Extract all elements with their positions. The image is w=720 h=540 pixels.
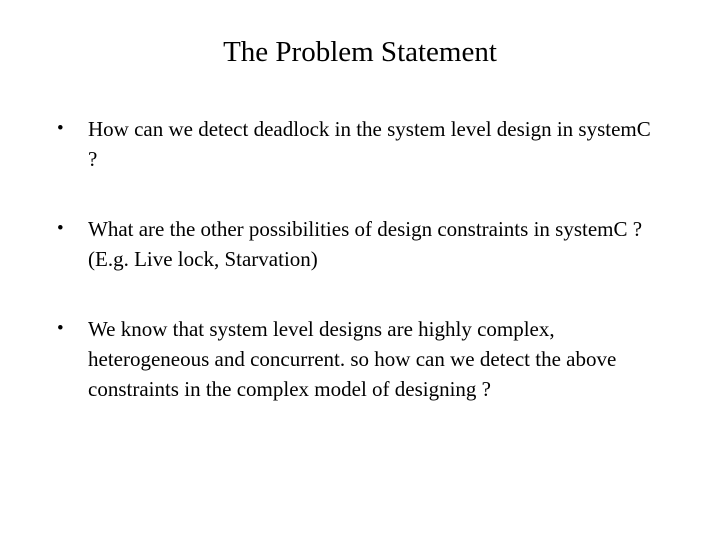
bullet-item-constraints [57, 214, 657, 274]
bullet-text: What are the other possibilities of design constraints in systemC ? (E.g. Live lock, Starvation) [88, 217, 643, 271]
bullet-marker: • [57, 118, 64, 139]
slide-title: The Problem Statement [223, 36, 497, 68]
bullet-marker: • [57, 318, 64, 339]
bullet-text: How can we detect deadlock in the system level design in systemC ? [88, 117, 651, 171]
bullet-text: We know that system level designs are highly complex, heterogeneous and concurrent. so how can we detect the above constraints in the complex model of designing ? [88, 317, 617, 401]
bullet-marker: • [57, 218, 64, 239]
bullet-item-deadlock [57, 114, 657, 174]
bullet-list [57, 114, 657, 444]
bullet-item-complexity [57, 314, 657, 404]
